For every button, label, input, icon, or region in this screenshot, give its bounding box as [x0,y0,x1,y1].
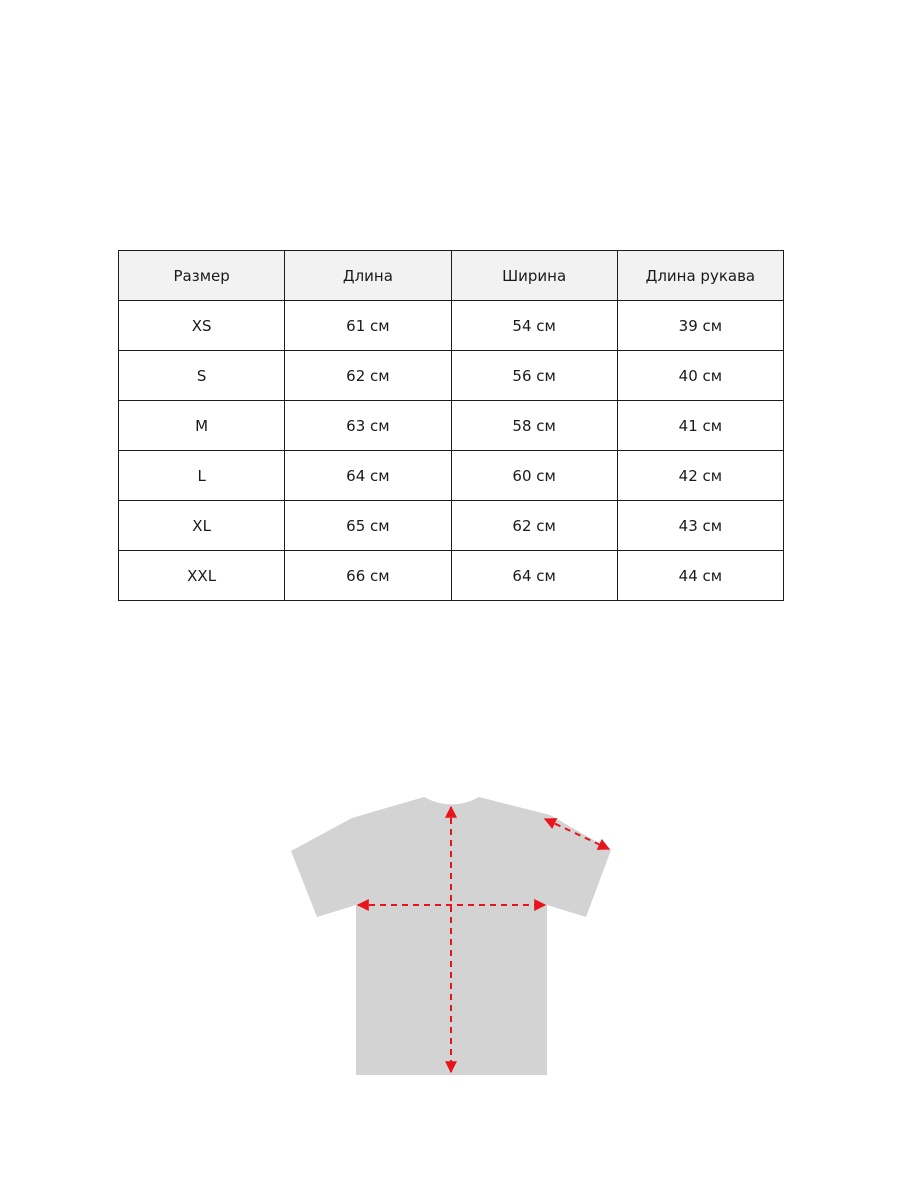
table-row [119,451,784,501]
cell-length: 65 см [285,501,451,551]
table-row [119,351,784,401]
tshirt-measurement-diagram [0,780,900,1100]
cell-length: 62 см [285,351,451,401]
cell-length: 61 см [285,301,451,351]
cell-size: S [119,351,285,401]
table-row [119,301,784,351]
cell-length: 64 см [285,451,451,501]
cell-sleeve-length: 43 см [617,501,783,551]
header-size: Размер [119,251,285,301]
header-width: Ширина [451,251,617,301]
cell-sleeve-length: 39 см [617,301,783,351]
cell-width: 56 см [451,351,617,401]
cell-size: XXL [119,551,285,601]
cell-size: XS [119,301,285,351]
header-length: Длина [285,251,451,301]
cell-width: 54 см [451,301,617,351]
cell-size: L [119,451,285,501]
table-row [119,501,784,551]
size-table [118,250,784,601]
cell-width: 58 см [451,401,617,451]
cell-length: 63 см [285,401,451,451]
cell-sleeve-length: 41 см [617,401,783,451]
cell-sleeve-length: 40 см [617,351,783,401]
header-sleeve-length: Длина рукава [617,251,783,301]
cell-width: 60 см [451,451,617,501]
tshirt-silhouette [291,797,611,1075]
table-header-row [119,251,784,301]
cell-sleeve-length: 44 см [617,551,783,601]
cell-length: 66 см [285,551,451,601]
table-row [119,551,784,601]
cell-size: M [119,401,285,451]
cell-sleeve-length: 42 см [617,451,783,501]
cell-width: 62 см [451,501,617,551]
cell-width: 64 см [451,551,617,601]
cell-size: XL [119,501,285,551]
table-row [119,401,784,451]
